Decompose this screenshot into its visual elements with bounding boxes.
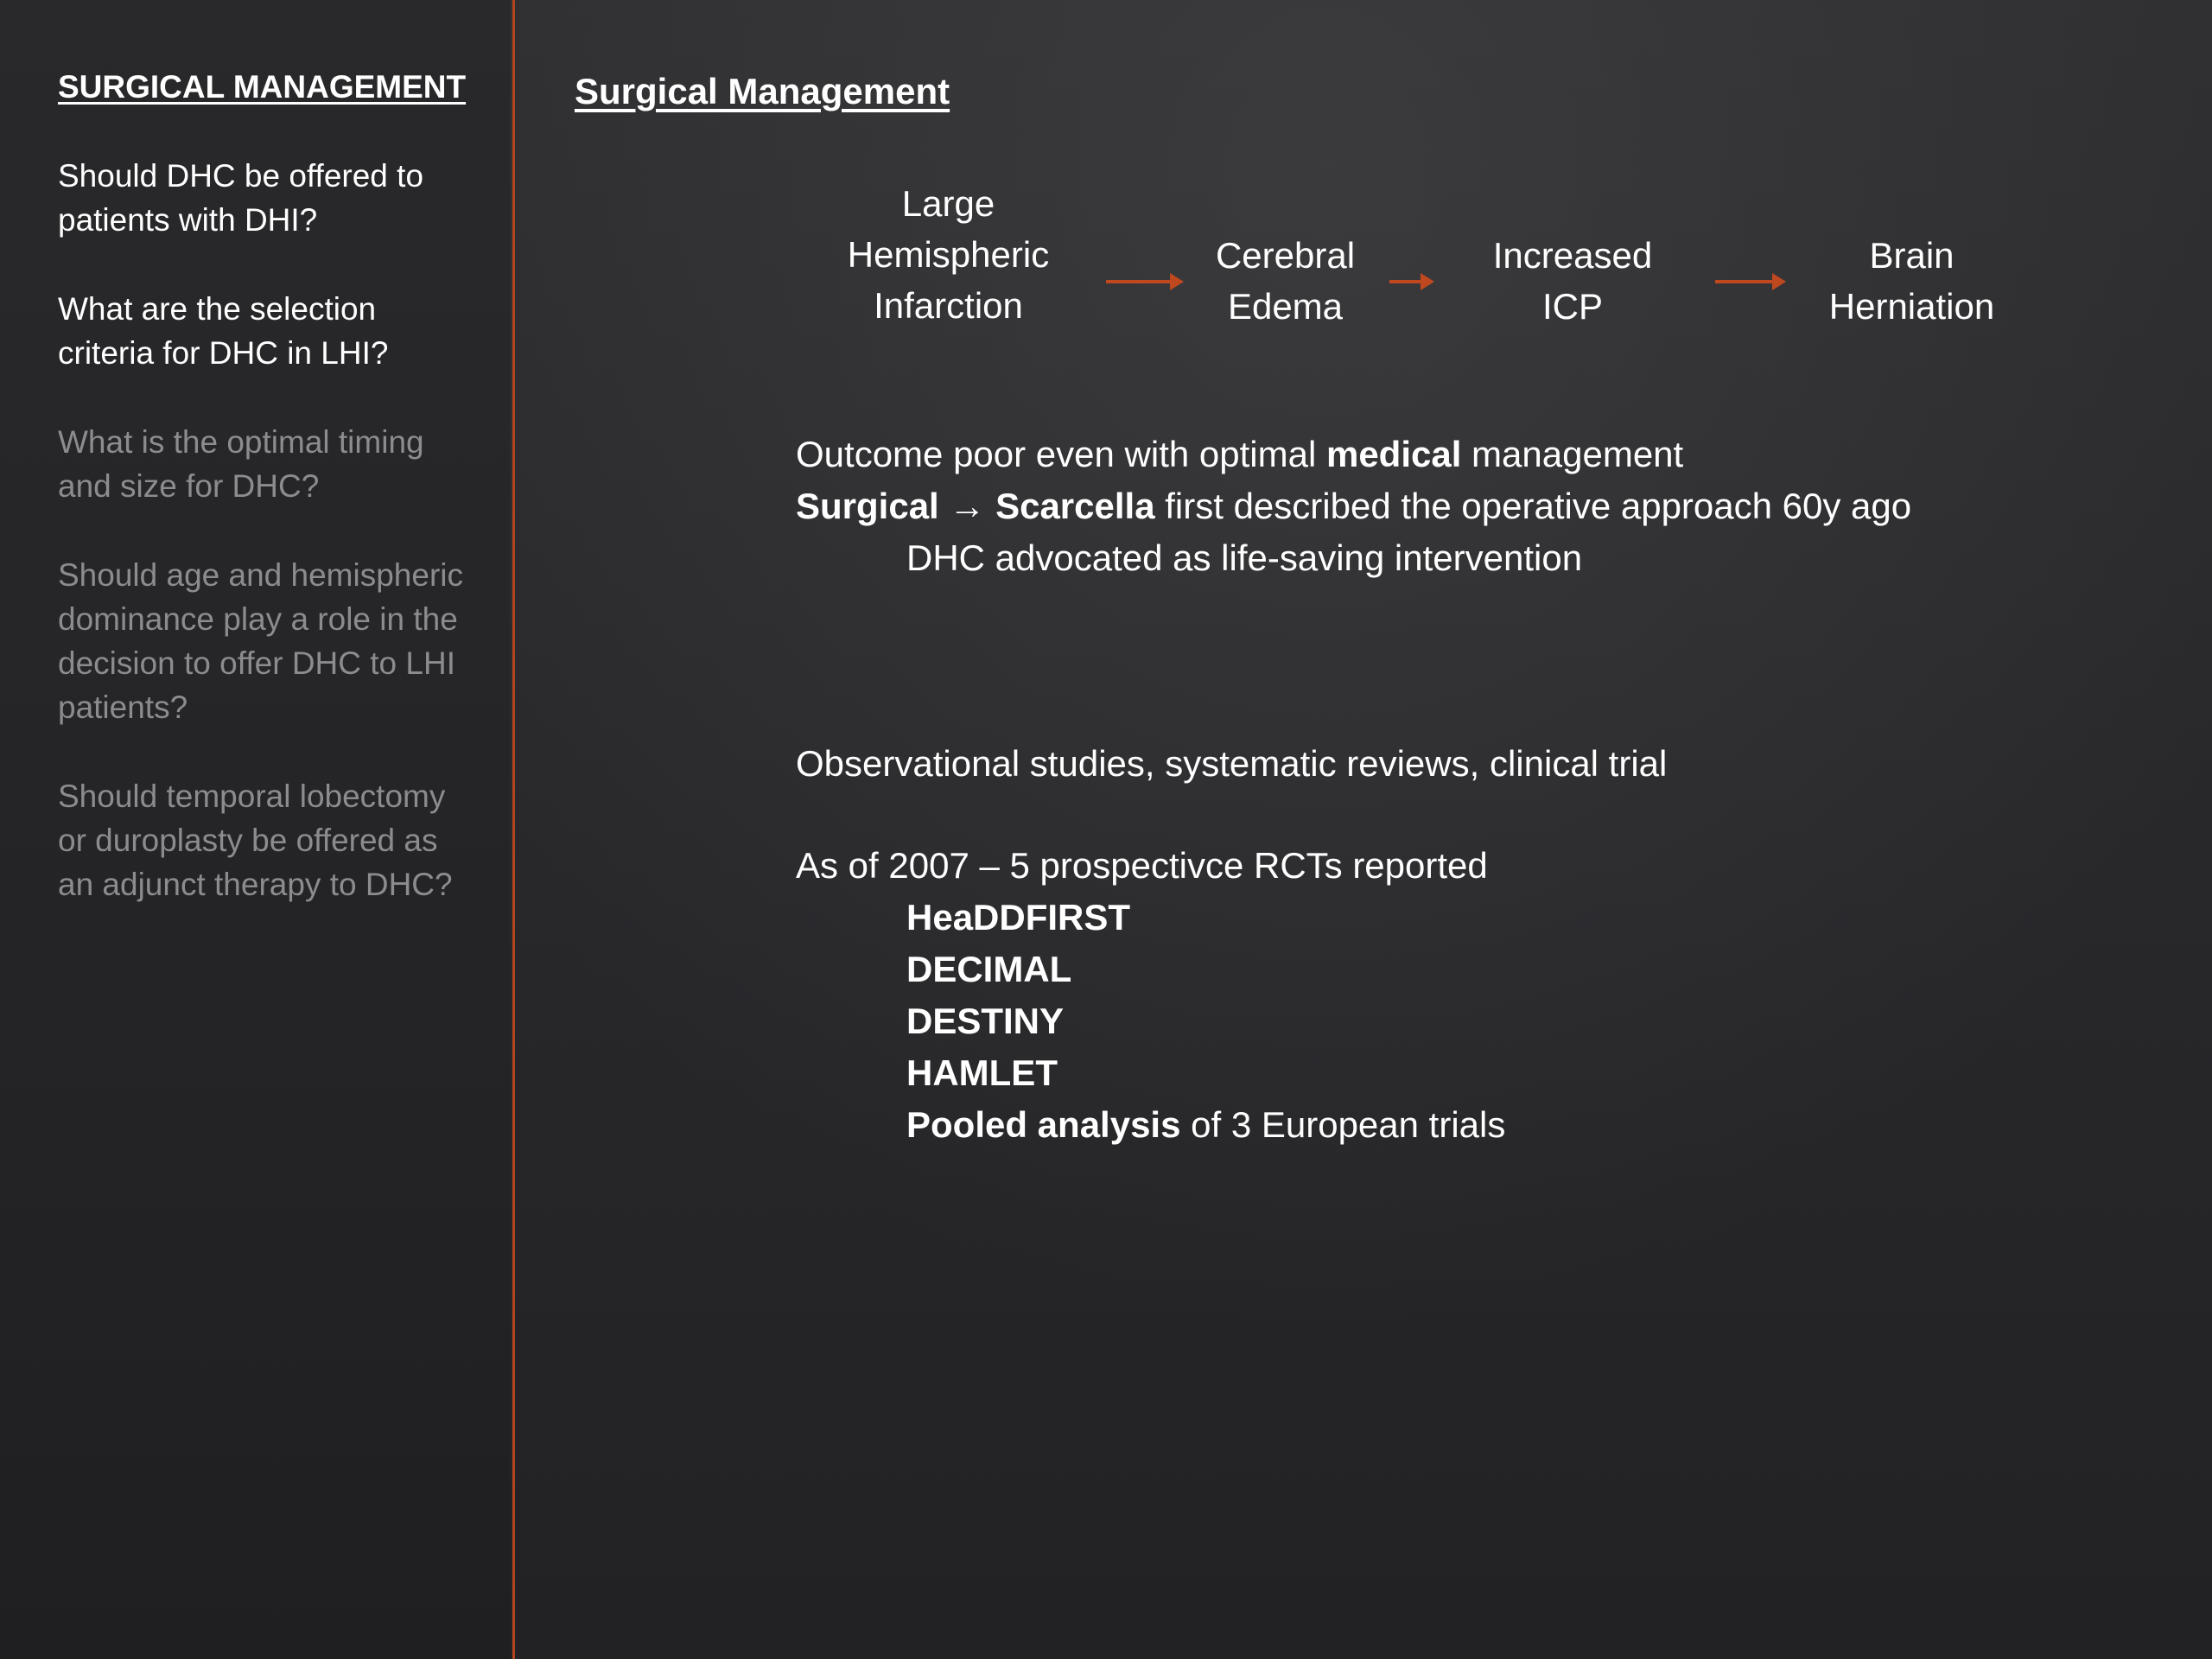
rct-intro: As of 2007 – 5 prospectivce RCTs reported <box>796 845 1488 886</box>
pooled-analysis-label: Pooled analysis <box>906 1104 1181 1145</box>
flow-node-large-hemispheric-infarction <box>825 178 1071 331</box>
outcome-text-pre: Outcome poor even with optimal <box>796 434 1326 474</box>
outcome-block <box>796 429 1911 584</box>
flow-node-brain-herniation <box>1806 230 2018 332</box>
page-title: Surgical Management <box>575 71 950 111</box>
surgical-label: Surgical <box>796 486 939 526</box>
flow-arrow-icon <box>1106 280 1180 283</box>
sidebar-item-age-dominance[interactable]: Should age and hemispheric dominance play a role in the decision to offer DHC to LHI patients? <box>58 557 463 725</box>
flow-node-line: Herniation <box>1828 286 1995 327</box>
trial-item: DECIMAL <box>906 949 1072 989</box>
flow-node-increased-icp <box>1478 230 1668 332</box>
flow-node-line: Large <box>901 183 995 224</box>
sidebar <box>0 0 510 1659</box>
flow-node-line: ICP <box>1541 286 1603 327</box>
flow-node-line: Edema <box>1227 286 1344 327</box>
sidebar-item-timing-size[interactable]: What is the optimal timing and size for DHC? <box>58 424 424 504</box>
trial-item: DESTINY <box>906 1001 1065 1041</box>
rct-block <box>796 840 1505 1151</box>
flow-node-cerebral-edema <box>1197 230 1374 332</box>
flow-node-line: Cerebral <box>1215 235 1356 276</box>
outcome-text-post: management <box>1461 434 1684 474</box>
surgical-text-post: first described the operative approach 60y ago <box>1154 486 1912 526</box>
sidebar-item-selection-criteria[interactable]: What are the selection criteria for DHC in LHI? <box>58 291 389 371</box>
sidebar-list <box>58 154 473 951</box>
sidebar-item-lobectomy-duroplasty[interactable]: Should temporal lobectomy or duroplasty be offered as an adjunct therapy to DHC? <box>58 779 453 902</box>
outcome-text-bold: medical <box>1325 434 1462 474</box>
pooled-analysis-line <box>796 1099 1505 1151</box>
trial-item: HAMLET <box>906 1052 1058 1093</box>
right-arrow-icon: → <box>949 486 986 526</box>
dhc-line: DHC advocated as life-saving intervention <box>906 537 1583 578</box>
flow-arrow-icon <box>1389 280 1431 283</box>
flow-node-line: Increased <box>1492 235 1653 276</box>
outcome-line <box>796 429 1911 480</box>
pooled-analysis-text: of 3 European trials <box>1180 1104 1506 1145</box>
surgical-line <box>796 480 1911 532</box>
sidebar-item-dhc-offered[interactable]: Should DHC be offered to patients with DHI? <box>58 158 424 238</box>
flow-node-line: Infarction <box>874 285 1023 326</box>
evidence-line: Observational studies, systematic reviews, clinical trial <box>796 743 1668 784</box>
flow-arrow-icon <box>1715 280 1783 283</box>
flow-node-line: Brain <box>1869 235 1955 276</box>
sidebar-divider <box>512 0 515 1659</box>
trial-item: HeaDDFIRST <box>906 897 1131 938</box>
flow-node-line: Hemispheric <box>847 234 1050 275</box>
scarcella-label: Scarcella <box>995 486 1155 526</box>
sidebar-title: SURGICAL MANAGEMENT <box>58 69 467 105</box>
